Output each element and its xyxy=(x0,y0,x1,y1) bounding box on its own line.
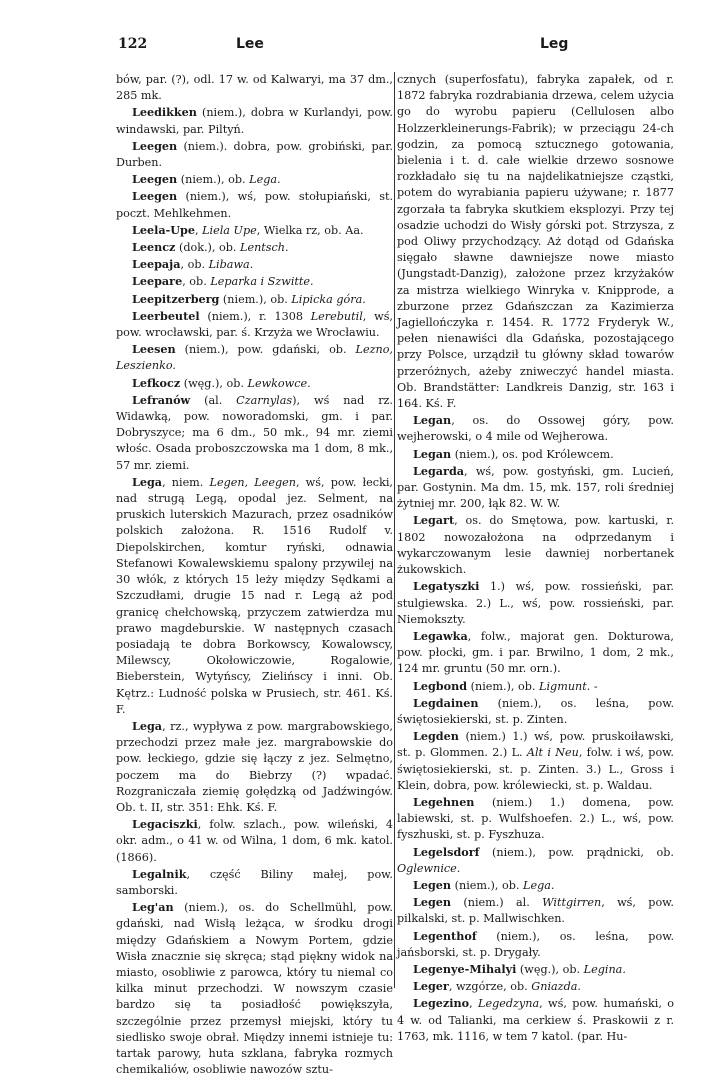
dictionary-entry xyxy=(116,718,393,816)
guide-word-right: Leg xyxy=(540,36,569,52)
entry-headword: Leegen xyxy=(132,189,178,204)
entry-headword: Legden xyxy=(413,729,459,744)
entry-italic: Liela Upe xyxy=(202,223,257,237)
entry-headword: Leerbeutel xyxy=(132,308,200,323)
dictionary-entry xyxy=(397,412,674,445)
entry-headword: Lefranów xyxy=(132,392,191,407)
entry-text: (niem.). dobra, pow. grobiński, par. Durben. xyxy=(116,139,393,170)
entry-headword: Leesen xyxy=(132,342,176,357)
entry-text: , os. do Ossowej góry, pow. wejherowski, o 4 mile od Wejherowa. xyxy=(397,414,674,444)
dictionary-entry xyxy=(397,512,674,578)
entry-tail: , wś, pow. łecki, nad strugą Legą, opodal jez. Selment, na pruskich luterskich Mazurach, przez osadników polskich założona. R. 1516 Rudolf v. Diepolskirchen, komtur ryński, odnawia Stefanowi Kowalewskiemu spalony przywilej na 30 włók, z których 15 leży między Sędkami a Szczudłami, drugie 15 nad r. Legą aż pod granicę chełchowską, przyczem zatwierdza mu prawo magdeburskie. W następnych czasach posiadają te dobra Borkowscy, Kowalowscy, Milewscy, Okołowiczowie, Rogalowie, Bieberstein, Wytyńscy, Zielińscy i inni. Ob. Kętrz.: Ludność polska w Prusiech, str. 461. Kś. F. xyxy=(116,475,393,716)
entry-tail: , wś, pow. wrocławski, par. ś. Krzyża we Wrocławiu. xyxy=(116,309,393,340)
left-column xyxy=(116,72,393,1078)
entry-italic: Legen, Leegen xyxy=(209,475,296,489)
entry-headword: Legehnen xyxy=(413,794,475,809)
entry-italic: Oglewnice. xyxy=(397,861,461,875)
entry-italic: Lega. xyxy=(523,878,555,892)
entry-italic: Lerebutil xyxy=(310,309,363,323)
entry-text: (węg.), ob. xyxy=(516,962,584,976)
entry-text: (dok.), ob. xyxy=(175,241,241,255)
entry-text: (niem.), ob. xyxy=(451,878,524,892)
entry-italic: Czarnylas xyxy=(236,393,293,407)
entry-text: , os. do Smętowa, pow. kartuski, r. 1802 nowozałożona na odprzedanym i wykarczowanym lesie dawniej norbertanek żukowskich. xyxy=(397,514,674,577)
entry-text: (niem.) al. xyxy=(451,896,543,910)
entry-italic: Legedzyna xyxy=(478,997,540,1011)
dictionary-entry xyxy=(116,816,393,866)
entry-italic: Lipicka góra. xyxy=(291,292,366,306)
entry-headword: Legbond xyxy=(413,678,468,693)
entry-tail: - xyxy=(590,679,598,693)
dictionary-entry xyxy=(397,894,674,927)
dictionary-entry xyxy=(397,978,674,995)
dictionary-entry xyxy=(116,138,393,171)
entry-text: (niem.) 1.) domena, pow. labiewski, st. p. Wulfshoefen. 2.) L., wś, pow. fyszhuski, st. p. Fyszhuza. xyxy=(397,795,674,842)
entry-text: , folw. szlach., pow. wileński, 4 okr. adm., o 41 w. od Wilna, 1 dom, 6 mk. katol. (1866). xyxy=(116,818,393,864)
entry-headword: Legalnik xyxy=(132,866,187,881)
dictionary-entry xyxy=(397,695,674,728)
entry-headword: Leger xyxy=(413,979,449,994)
entry-headword: Leepitzerberg xyxy=(132,291,220,306)
entry-headword: Leencz xyxy=(132,240,176,255)
entry-headword: Leepaja xyxy=(132,257,181,272)
entry-headword: Leegen xyxy=(132,172,178,187)
entry-italic: Ligmunt. xyxy=(539,679,591,693)
entry-italic: Leparka i Szwitte. xyxy=(210,275,314,289)
entry-tail: , folw. i wś, pow. świętosiekierski, st. p. Zinten. 3.) L., Gross i Klein, dobra, pow. królewiecki, st. p. Waldau. xyxy=(397,746,674,792)
dictionary-entry xyxy=(397,728,674,794)
entry-text: , xyxy=(469,997,479,1011)
dictionary-entry xyxy=(116,171,393,188)
dictionary-entry xyxy=(397,794,674,844)
entry-text: (niem.), dobra w Kurlandyi, pow. windawski, par. Piltyń. xyxy=(116,106,393,136)
dictionary-entry xyxy=(116,392,393,474)
entry-text: (niem.), ob. xyxy=(219,292,292,306)
entry-text: (niem.), r. 1308 xyxy=(199,309,311,323)
entry-headword: Lefkocz xyxy=(132,375,181,390)
entry-text: (niem.), os. do Schellmühl, pow. gdański, nad Wisłą leżąca, w środku drogi między Gdańskiem a Nowym Portem, gdzie Wisła znacznie się skręca; stąd piękny widok na miasto, osobliwie z parowca, który tu niemal co kilka minut przechodzi. W nowszym czasie bardzo się ta posiadłość powiększyła, szczególnie przez przemysł miejski, który tu siedlisko swoje obrał. Między innemi istnieje tu: tartak parowy, huta szklana, fabryka rozmych chemikaliów, osobliwie nawozów sztu- xyxy=(116,901,393,1077)
entry-italic: Libawa. xyxy=(208,258,254,272)
entry-tail: , wś, pow. pilkalski, st. p. Mallwischken. xyxy=(397,896,674,926)
dictionary-entry xyxy=(116,222,393,239)
dictionary-entry xyxy=(397,995,674,1045)
entry-text: (niem.), pow. gdański, ob. xyxy=(175,343,356,357)
entry-headword: Legarda xyxy=(413,463,465,478)
dictionary-entry xyxy=(397,678,674,695)
entry-headword: Legatyszki xyxy=(413,579,480,594)
entry-headword: Legezino xyxy=(413,996,470,1011)
dictionary-entry xyxy=(116,72,393,104)
entry-italic: Lega. xyxy=(249,173,281,187)
dictionary-entry xyxy=(116,239,393,256)
entry-headword: Leg'an xyxy=(132,900,174,915)
entry-text: , część Biliny małej, pow. samborski. xyxy=(116,867,393,897)
entry-text: bów, par. (?), odl. 17 w. od Kalwaryi, ma 37 dm., 285 mk. xyxy=(116,73,393,103)
entry-text: 1.) wś, pow. rossieński, par. stulgiewska. 2.) L., wś, pow. rossieński, par. Niemokszty. xyxy=(397,580,674,626)
entry-text: (niem.), os. leśna, pow. świętosiekierski, st. p. Zinten. xyxy=(397,696,674,726)
dictionary-entry xyxy=(397,961,674,978)
page-number: 122 xyxy=(118,36,148,52)
entry-text: , niem. xyxy=(162,475,210,489)
entry-text: (niem.), pow. prądnicki, ob. xyxy=(479,845,674,859)
page-header xyxy=(118,36,680,60)
dictionary-entry xyxy=(116,104,393,137)
entry-tail: , Wielka rz, ob. Aa. xyxy=(256,223,364,237)
entry-headword: Legart xyxy=(413,513,455,528)
entry-text: (niem.), wś, pow. stołupiański, st. poczt. Mehlkehmen. xyxy=(116,190,393,220)
entry-headword: Lega xyxy=(132,718,163,733)
entry-headword: Legdainen xyxy=(413,695,479,710)
entry-headword: Legen xyxy=(413,877,452,892)
dictionary-entry xyxy=(116,341,393,374)
dictionary-entry xyxy=(116,308,393,341)
dictionary-entry xyxy=(397,463,674,513)
entry-tail: ), wś nad rz. Widawką, pow. noworadomski, gm. i par. Dobryszyce; ma 6 dm., 50 mk., 94 mr. ziemi włośc. Osada proboszczowska ma 1 dom, 8 mk., 57 mr. ziemi. xyxy=(116,393,393,472)
entry-headword: Leegen xyxy=(132,138,178,153)
entry-text: , xyxy=(194,223,203,237)
entry-headword: Legawka xyxy=(413,628,468,643)
entry-headword: Leela-Upe xyxy=(132,222,195,237)
dictionary-entry xyxy=(116,899,393,1078)
dictionary-entry xyxy=(116,273,393,290)
entry-text: (niem.), os. leśna, pow. jańsborski, st. p. Drygały. xyxy=(397,929,674,959)
dictionary-entry xyxy=(397,928,674,961)
entry-headword: Legenye-Mihalyi xyxy=(413,961,517,976)
guide-word-left: Lee xyxy=(236,36,264,52)
entry-text: (niem.), ob. xyxy=(467,679,540,693)
entry-headword: Legenthof xyxy=(413,928,477,943)
dictionary-entry xyxy=(116,375,393,392)
entry-text: (niem.), ob. xyxy=(177,173,250,187)
entry-headword: Leedikken xyxy=(132,105,197,120)
entry-italic: Alt i Neu xyxy=(526,746,579,760)
dictionary-entry xyxy=(397,72,674,412)
dictionary-entry xyxy=(397,446,674,463)
entry-text: , rz., wypływa z pow. margrabowskiego, przechodzi przez małe jez. margrabowskie do pow. łeckiego, gdzie się łączy z jez. Selmętno, poczem ma do Biebrzy (?) wpadać. Rozgraniczała ziemię gołędzką od Jadźwingów. Ob. t. II, str. 351: Ehk. Kś. F. xyxy=(116,719,393,814)
entry-text: (niem.), os. pod Królewcem. xyxy=(451,447,614,461)
entry-text: cznych (superfosfatu), fabryka zapałek, od r. 1872 fabryka rozdrabiania drzewa, celem użycia go do wyrobu papieru (Cellulosen albo Holzzerkleinerungs-Fabrik); w przeciągu 24-ch godzin, za pomocą sztucznego gotowania, bielenia i t. d. całe wielkie drzewo sosnowe rozkładało się tu na najdelikatniejsze cząstki, potem do wyrabiania papieru używane; r. 1877 zgorzała ta fabryka skutkiem eksplozyi. Przy tej osadzie uchodzi do Wisły górski pot. Strzysza, z pod Oliwy przychodzący. Aż dotąd od Gdańska sięgało sławne dawniejsze nowe miasto (Jungstadt-Danzig), założone przez krzyżaków za mistrza wielkiego Winryka v. Knipprode, a zburzone przez Gdańszczan za Kazimierza Jagiellończyka r. 1454. R. 1772 Fryderyk W., pełen nienawiści dla Gdańska, pozostającego przy Polsce, urządził tu główny skład towarów przeróżnych, ażeby zniweczyć handel miasta. Ob. Brandstätter: Landkreis Danzig, str. 163 i 164. Kś. F. xyxy=(397,73,674,411)
dictionary-entry xyxy=(397,578,674,628)
entry-headword: Legan xyxy=(413,446,452,461)
right-column xyxy=(397,72,674,1045)
entry-italic: Gniazda. xyxy=(531,980,581,994)
dictionary-entry xyxy=(116,256,393,273)
dictionary-entry xyxy=(397,877,674,894)
entry-text: (al. xyxy=(190,393,237,407)
entry-italic: Legina. xyxy=(583,962,626,976)
dictionary-entry xyxy=(397,628,674,678)
entry-text: , wś, pow. gostyński, gm. Lucień, par. Gostynin. Ma dm. 15, mk. 157, roli średniej żytniej mr. 200, łąk 82. W. W. xyxy=(397,464,674,511)
entry-italic: Lezno, Leszienko. xyxy=(116,343,393,373)
entry-text: (niem.) 1.) wś, pow. pruskoiławski, st. p. Glommen. 2.) L. xyxy=(397,730,674,760)
entry-italic: Lentsch. xyxy=(240,241,289,255)
entry-text: , ob. xyxy=(180,258,209,272)
entry-headword: Lega xyxy=(132,474,163,489)
entry-headword: Legan xyxy=(413,413,452,428)
dictionary-entry xyxy=(116,866,393,899)
entry-headword: Legelsdorf xyxy=(413,844,480,859)
entry-text: , folw., majorat gen. Dokturowa, pow. płocki, gm. i par. Brwilno, 1 dom, 2 mk., 124 mr. gruntu (50 mr. orn.). xyxy=(397,629,674,676)
entry-headword: Legaciszki xyxy=(132,817,198,832)
entry-text: (węg.), ob. xyxy=(180,376,248,390)
entry-headword: Legen xyxy=(413,895,452,910)
dictionary-entry xyxy=(397,844,674,877)
entry-text: , ob. xyxy=(182,275,211,289)
dictionary-entry xyxy=(116,291,393,308)
entry-italic: Lewkowce. xyxy=(247,376,311,390)
entry-headword: Leepare xyxy=(132,274,183,289)
entry-tail: , wś, pow. humański, o 4 w. od Talianki, ma cerkiew ś. Praskowii z r. 1763, mk. 1116, w tem 7 katol. (par. Hu- xyxy=(397,997,674,1043)
dictionary-entry xyxy=(116,474,393,718)
entry-italic: Wittgirren xyxy=(542,896,602,910)
entry-text: , wzgórze, ob. xyxy=(448,980,532,994)
dictionary-entry xyxy=(116,188,393,221)
column-divider xyxy=(394,72,395,988)
